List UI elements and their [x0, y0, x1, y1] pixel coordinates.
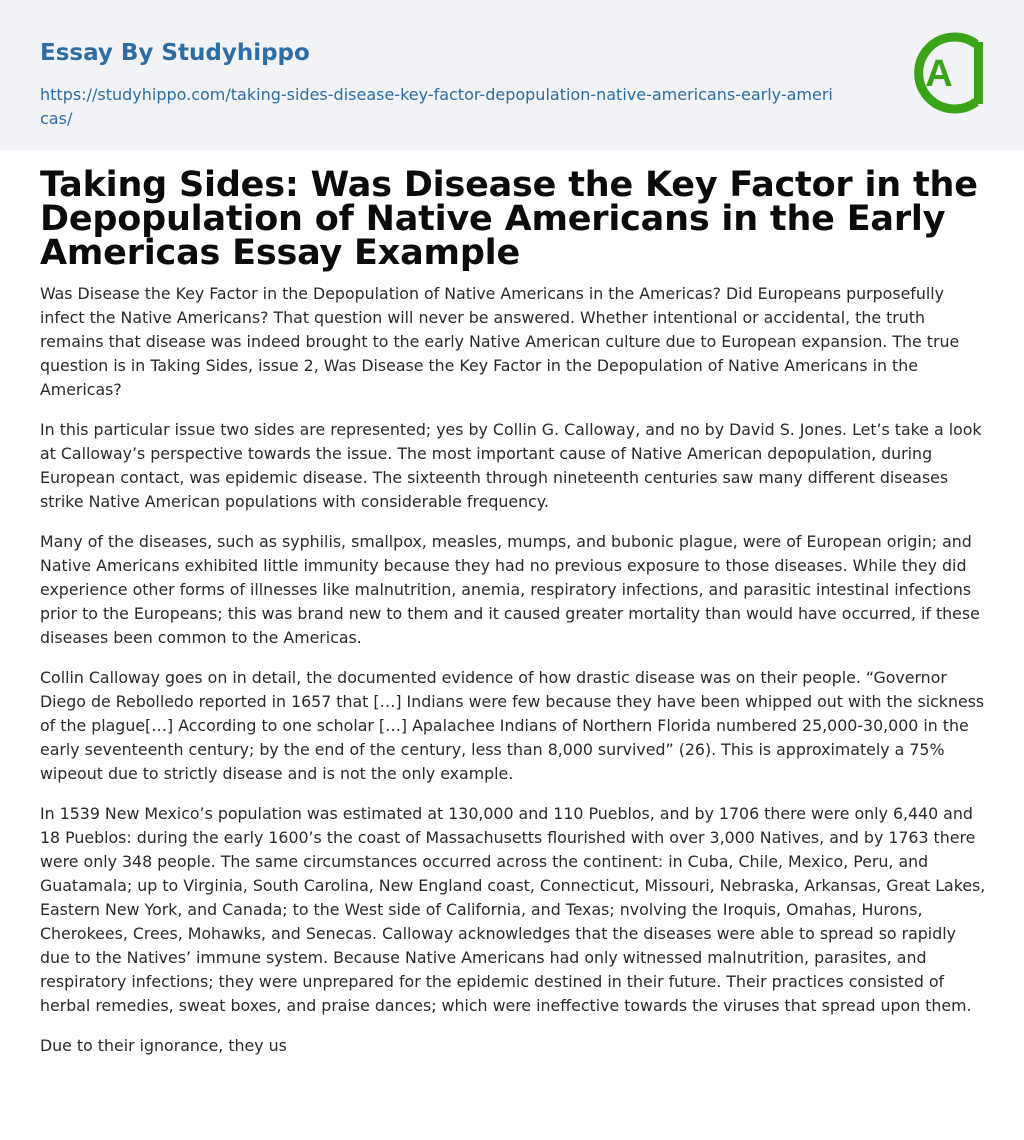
article-paragraph: In this particular issue two sides are represented; yes by Collin G. Calloway, and no by David S. Jones. Let’s take a look at Calloway’s perspective towards the issue. The most important cause of Native American depopulation, during European contact, was epidemic disease. The sixteenth through nineteenth centuries saw many different diseases strike Native American populations with considerable frequency.	[40, 420, 982, 511]
article-paragraph-truncated: Due to their ignorance, they us	[40, 1036, 287, 1055]
studyhippo-logo-icon[interactable]	[906, 28, 990, 118]
site-brand[interactable]: Essay By Studyhippo	[40, 40, 310, 66]
article-paragraph: Was Disease the Key Factor in the Depopulation of Native Americans in the Americas? Did Europeans purposefully infect the Native Americans? That question will never be answered. Whether intentional or accidental, the truth remains that disease was indeed brought to the early Native American culture due to European expansion. The true question is in Taking Sides, issue 2, Was Disease the Key Factor in the Depopulation of Native Americans in the Americas?	[40, 284, 960, 399]
logo-letter: A	[925, 53, 953, 95]
article-paragraph: Collin Calloway goes on in detail, the documented evidence of how drastic disease was on their people. “Governor Diego de Rebolledo reported in 1657 that […] Indians were few because they have been whipped out with the sickness of the plague[…] According to one scholar […] Apalachee Indians of Northern Florida numbered 25,000-30,000 in the early seventeenth century; by the end of the century, less than 8,000 survived” (26). This is approximately a 75% wipeout due to strictly disease and is not the only example.	[40, 668, 985, 783]
article-paragraph: In 1539 New Mexico’s population was estimated at 130,000 and 110 Pueblos, and by 1706 there were only 6,440 and 18 Pueblos: during the early 1600’s the coast of Massachusetts flourished with over 3,000 Natives, and by 1763 there were only 348 people. The same circumstances occurred across the continent: in Cuba, Chile, Mexico, Peru, and Guatamala; up to Virginia, South Carolina, New England coast, Connecticut, Missouri, Nebraska, Arkansas, Great Lakes, Eastern New York, and Canada; to the West side of California, and Texas; nvolving the Iroquis, Omahas, Hurons, Cherokees, Crees, Mohawks, and Senecas. Calloway acknowledges that the diseases were able to spread so rapidly due to the Natives’ immune system. Because Native Americans had only witnessed malnutrition, parasites, and respiratory infections; they were unprepared for the epidemic destined in their future. Their practices consisted of herbal remedies, sweat boxes, and praise dances; which were ineffective towards the viruses that spread upon them.	[40, 804, 986, 1015]
article-paragraph: Many of the diseases, such as syphilis, smallpox, measles, mumps, and bubonic plague, were of European origin; and Native Americans exhibited little immunity because they had no previous exposure to those diseases. While they did experience other forms of illnesses like malnutrition, anemia, respiratory infections, and parasitic intestinal infections prior to the Europeans; this was brand new to them and it caused greater mortality than would have occurred, if these diseases been common to the Americas.	[40, 532, 980, 647]
site-header	[0, 0, 1024, 150]
article	[0, 150, 1024, 1058]
article-url-link[interactable]: https://studyhippo.com/taking-sides-disease-key-factor-depopulation-native-americans-early-americas/	[40, 85, 833, 128]
article-title: Taking Sides: Was Disease the Key Factor in the Depopulation of Native Americans in the Early Americas Essay Example	[40, 165, 978, 273]
